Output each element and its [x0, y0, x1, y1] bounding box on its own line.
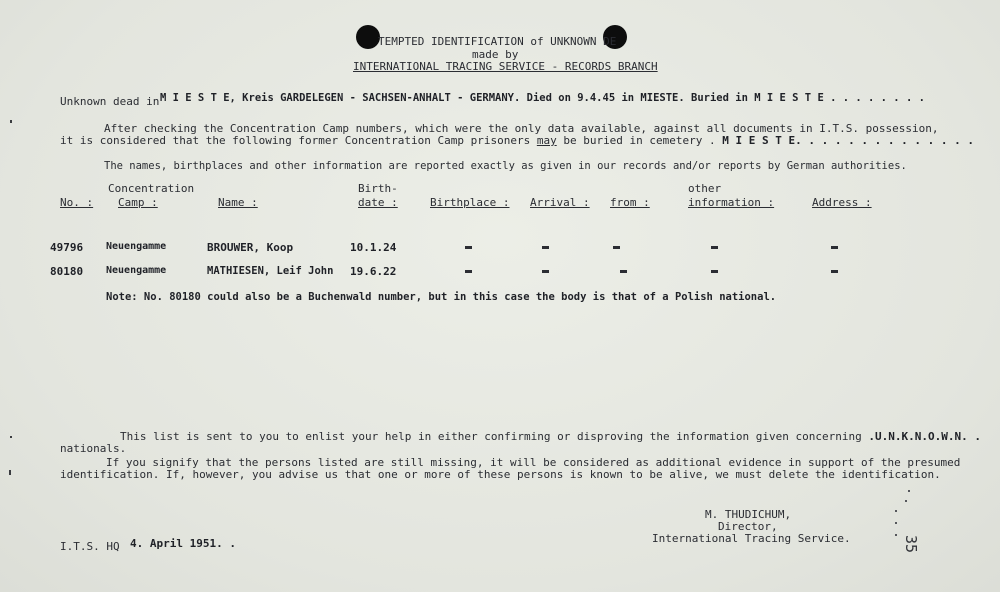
margin-dot	[895, 510, 897, 512]
cemetery-place: M I E S T E. . . . . . . . . . . . . .	[722, 134, 974, 147]
row2-other-dash	[711, 270, 718, 273]
unknown-emphasis: .U.N.K.N.O.W.N. .	[868, 430, 981, 443]
footer-place: I.T.S. HQ	[60, 540, 120, 553]
may-word: may	[536, 134, 557, 147]
row1-birthplace-dash	[465, 246, 472, 249]
margin-mark	[10, 436, 12, 438]
row1-address-dash	[831, 246, 838, 249]
intro-paragraph-line1: After checking the Concentration Camp numbers, which were the only data available, against all documents in I.T.S. possession,	[104, 122, 939, 135]
row1-other-dash	[711, 246, 718, 249]
agency-line: INTERNATIONAL TRACING SERVICE - RECORDS BRANCH	[353, 60, 658, 73]
margin-mark	[9, 470, 11, 475]
signatory-name: M. THUDICHUM,	[705, 508, 792, 521]
header-no: No. :	[60, 196, 94, 209]
page-number-stamp: 35	[902, 535, 920, 554]
header-address: Address :	[812, 196, 872, 209]
row2-name: MATHIESEN, Leif John	[207, 265, 334, 277]
margin-dot	[895, 522, 897, 524]
header-birth-top: Birth-	[358, 182, 398, 195]
row2-address-dash	[831, 270, 838, 273]
margin-dot	[905, 500, 907, 502]
row2-birthdate: 19.6.22	[350, 265, 397, 278]
row1-arrival-dash	[542, 246, 549, 249]
closing-line1	[120, 430, 981, 443]
row2-arrival-dash	[542, 270, 549, 273]
intro-paragraph-line2a: it is considered that the following former Concentration Camp prisoners	[60, 134, 531, 147]
closing-line2: nationals.	[60, 442, 127, 455]
margin-dot	[895, 534, 897, 536]
header-birthplace: Birthplace :	[430, 196, 510, 209]
source-note: The names, birthplaces and other information are reported exactly as given in our records and/or reports by German authorities.	[104, 160, 907, 172]
closing-line4: identification. If, however, you advise us that one or more of these persons is known to be alive, we must delete the identification.	[60, 468, 941, 481]
signatory-title: Director,	[718, 520, 778, 533]
closing-line1-text: This list is sent to you to enlist your help in either confirming or disproving the information given concerning	[120, 430, 862, 443]
unknown-dead-detail: M I E S T E, Kreis GARDELEGEN - SACHSEN-ANHALT - GERMANY. Died on 9.4.45 in MIESTE. Buried in M I E S T E . . . . . . . .	[160, 92, 925, 104]
row2-from-dash	[620, 270, 627, 273]
punch-hole-left	[356, 25, 380, 49]
header-arrival: Arrival :	[530, 196, 590, 209]
margin-mark	[10, 120, 12, 123]
row1-name: BROUWER, Koop	[207, 241, 294, 254]
intro-paragraph-line2b: be buried in cemetery .	[563, 134, 716, 147]
closing-line3: If you signify that the persons listed are still missing, it will be considered as additional evidence in support of the presumed	[106, 456, 961, 469]
header-from: from :	[610, 196, 650, 209]
row1-no: 49796	[50, 241, 84, 254]
row2-birthplace-dash	[465, 270, 472, 273]
table-note: Note: No. 80180 could also be a Buchenwald number, but in this case the body is that of a Polish national.	[106, 291, 777, 303]
header-name: Name :	[218, 196, 258, 209]
row2-no: 80180	[50, 265, 84, 278]
header-other-top: other	[688, 182, 722, 195]
made-by-line: made by	[472, 48, 519, 61]
header-camp-top: Concentration	[108, 182, 195, 195]
unknown-dead-label: Unknown dead in	[60, 95, 160, 108]
header-camp: Camp :	[118, 196, 158, 209]
document-title: TEMPTED IDENTIFICATION of UNKNOWN DE	[378, 35, 617, 48]
header-birthdate: date :	[358, 196, 398, 209]
row1-birthdate: 10.1.24	[350, 241, 397, 254]
margin-dot	[908, 490, 910, 492]
row1-camp: Neuengamme	[106, 241, 167, 252]
header-other-information: information :	[688, 196, 775, 209]
signatory-organization: International Tracing Service.	[652, 532, 851, 545]
row1-from-dash	[613, 246, 620, 249]
intro-paragraph-line2	[60, 134, 974, 147]
footer-date: 4. April 1951. .	[130, 537, 236, 550]
row2-camp: Neuengamme	[106, 265, 167, 276]
